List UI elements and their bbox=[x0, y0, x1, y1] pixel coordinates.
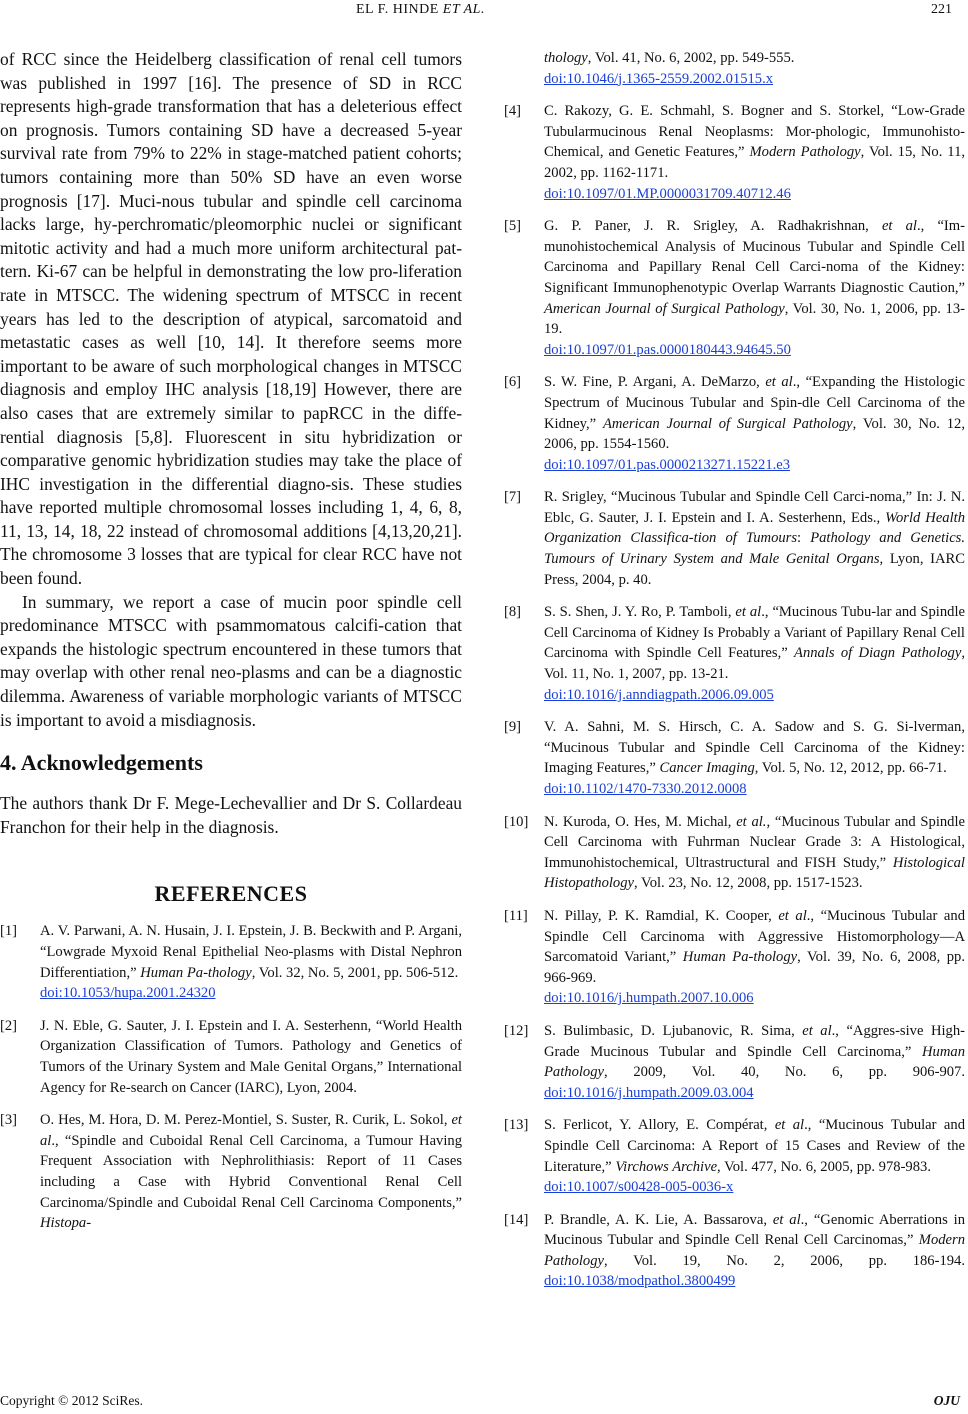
references-heading: REFERENCES bbox=[154, 881, 308, 907]
reference-item: [14] P. Brandle, A. K. Lie, A. Bassarova, et al., “Genomic Aberrations in Mucinous Tubular and Spindle Cell Renal Cell Carcinomas,” Modern Pathology, Vol. 19, No. 2, 2006, pp. 186-194. doi:10.1038/modpathol.3800499 bbox=[504, 1211, 965, 1290]
reference-item-continued: thology, Vol. 41, No. 6, 2002, pp. 549-555. doi:10.1046/j.1365-2559.2002.01515.x bbox=[544, 50, 795, 87]
reference-item: [2] J. N. Eble, G. Sauter, J. I. Epstein and I. A. Sesterhenn, “World Health Organization Classification of Tumors. Pathology and Genetics of Tumors of the Urinary System and Male Genital Organs,” International Agency for Re-search on Cancer (IARC), Lyon, 2004. bbox=[0, 1017, 462, 1096]
page-number: 221 bbox=[931, 2, 952, 17]
acknowledgements-heading: 4. Acknowledgements bbox=[0, 750, 203, 776]
acknowledgements-text: The authors thank Dr F. Mege-Lechevallier and Dr S. Collardeau Franchon for their help in the diagnosis. bbox=[0, 793, 462, 837]
doi-link[interactable]: doi:10.1016/j.humpath.2009.03.004 bbox=[544, 1084, 754, 1101]
doi-link[interactable]: doi:10.1007/s00428-005-0036-x bbox=[544, 1179, 734, 1196]
reference-item: [3] O. Hes, M. Hora, D. M. Perez-Montiel, S. Suster, R. Curik, L. Sokol, et al., “Spindle and Cuboidal Renal Cell Carcinoma, a Tumour Having Frequent Association with Nephrolithiasis: Report of 11 Cases including a Case with Hybrid Conventional Renal Cell Carcinoma/Spindle and Cuboidal Renal Cell Carcinoma Components,” Histopa- bbox=[0, 1112, 462, 1232]
doi-link[interactable]: doi:10.1097/01.pas.0000180443.94645.50 bbox=[544, 341, 791, 358]
reference-item: [12] S. Bulimbasic, D. Ljubanovic, R. Sima, et al., “Aggres-sive High-Grade Mucinous Tubular and Spindle Cell Carcinoma,” Human Pathology, 2009, Vol. 40, No. 6, pp. 906-907. doi:10.1016/j.humpath.2009.03.004 bbox=[504, 1022, 965, 1101]
doi-link[interactable]: doi:10.1016/j.anndiagpath.2006.09.005 bbox=[544, 686, 774, 703]
reference-item: [9] V. A. Sahni, M. S. Hirsch, C. A. Sadow and S. G. Si-lverman, “Mucinous Tubular and Spindle Cell Carcinoma of the Kidney: Imaging Features,” Cancer Imaging, Vol. 5, No. 12, 2012, pp. 66-71. doi:10.1102/1470-7330.2012.0008 bbox=[504, 719, 965, 797]
reference-item: [11] N. Pillay, P. K. Ramdial, K. Cooper, et al., “Mucinous Tubular and Spindle Cell Carcinoma with Aggressive Histomorphology—A Sarcomatoid Variant,” Human Pa-thology, Vol. 39, No. 6, 2008, pp. 966-969. doi:10.1016/j.humpath.2007.10.006 bbox=[504, 907, 965, 1007]
copyright-notice: Copyright © 2012 SciRes. bbox=[0, 1393, 144, 1408]
summary-paragraph: In summary, we report a case of mucin poor spindle cell predominance MTSCC with psammomatous calcifi-cation that expands the histologic spectrum encountered in these tumors that may overlap with other renal neo-plasms and can be a diagnostic dilemma. Awareness of variable morphologic variants of MTSCC is important to avoid a misdiagnosis. bbox=[0, 591, 462, 730]
running-header bbox=[0, 2, 968, 24]
reference-item: [7] R. Srigley, “Mucinous Tubular and Spindle Cell Carci-noma,” In: J. N. Eblc, G. Sauter, J. I. Epstein and I. A. Sesterhenn, Eds., World Health Organization Classifica-tion of Tumours: Pathology and Genetics. Tumours of Urinary System and Male Genital Organs, Lyon, IARC Press, 2004, p. 40. bbox=[504, 489, 966, 588]
doi-link[interactable]: doi:10.1102/1470-7330.2012.0008 bbox=[544, 781, 747, 797]
reference-item: [10] N. Kuroda, O. Hes, M. Michal, et al., “Mucinous Tubular and Spindle Cell Carcinoma with Fuhrman Nuclear Grade 3: A Histological, Immunohistochemical, Ultrastructural and FISH Study,” Histological Histopathology, Vol. 23, No. 12, 2008, pp. 1517-1523. bbox=[504, 813, 966, 892]
reference-item: [8] S. S. Shen, J. Y. Ro, P. Tamboli, et al., “Mucinous Tubu-lar and Spindle Cell Carcinoma of Kidney Is Probably a Variant of Papillary Renal Cell Carcinoma with Spindle Cell Features,” Annals of Diagn Pathology, Vol. 11, No. 1, 2007, pp. 13-21. doi:10.1016/j.anndiagpath.2006.09.005 bbox=[504, 604, 965, 703]
reference-item: [13] S. Ferlicot, Y. Allory, E. Compérat, et al., “Mucinous Tubular and Spindle Cell Carcinoma: A Report of 15 Cases and Review of the Literature,” Virchows Archive, Vol. 477, No. 6, 2005, pp. 978-983. doi:10.1007/s00428-005-0036-x bbox=[504, 1117, 965, 1196]
doi-link[interactable]: doi:10.1053/hupa.2001.24320 bbox=[40, 985, 216, 1002]
doi-link[interactable]: doi:10.1097/01.pas.0000213271.15221.e3 bbox=[544, 456, 791, 473]
doi-link[interactable]: doi:10.1016/j.humpath.2007.10.006 bbox=[544, 990, 754, 1007]
journal-abbrev: OJU bbox=[933, 1393, 960, 1408]
doi-link[interactable]: doi:10.1046/j.1365-2559.2002.01515.x bbox=[544, 70, 774, 87]
doi-link[interactable]: doi:10.1038/modpathol.3800499 bbox=[544, 1273, 736, 1290]
doi-link[interactable]: doi:10.1097/01.MP.0000031709.40712.46 bbox=[544, 185, 791, 202]
running-head: EL F. HINDE ET AL. bbox=[356, 2, 485, 17]
right-column bbox=[504, 48, 965, 1304]
body-paragraph: of RCC since the Heidelberg classification of renal cell tumors was published in 1997 [16]. The presence of SD in RCC represents high-grade transformation that has a deleterious effect on prognosis. Tumors containing SD have a decreased 5-year survival rate from 79% to 22% in stage-matched patient cohorts; tumors containing more than 50% SD have an even worse prognosis [17]. Muci-nous tubular and spindle cell carcinoma lacks large, hy-perchromatic/pleomorphic nuclei or significant mitotic activity and had a much more uniform architectural pat-tern. Ki-67 can be helpful in demonstrating the low pro-liferation rate in MTSCC. The widening spectrum of MTSCC in recent years has led to the description of atypical, sarcomatoid and metastatic cases as well [10, 14]. It therefore seems more important to be aware of such morphological changes in MTSCC diagnosis and employ IHC analysis [18,19] However, there are also cases that are extremely similar to papRCC in the diffe-rential diagnosis [5,8]. Fluorescent in situ hybridization or comparative genomic hybridization studies may take the place of IHC investigation in the differential diagno-sis. These studies have reported multiple chromosomal losses including 1, 4, 6, 8, 11, 13, 14, 18, 22 instead of chromosomal additions [4,13,20,21]. The chromosome 3 losses that are typical for clear RCC have not been found. bbox=[0, 49, 462, 589]
reference-item: [5] G. P. Paner, J. R. Srigley, A. Radhakrishnan, et al., “Im-munohistochemical Analysis of Mucinous Tubular and Spindle Cell Carcinoma and Papillary Renal Cell Carci-noma of the Kidney: Significant Immunophenotypic Overlap Warrants Diagnostic Caution,” American Journal of Surgical Pathology, Vol. 30, No. 1, 2006, pp. 13-19. doi:10.1097/01.pas.0000180443.94645.50 bbox=[504, 218, 965, 358]
reference-item: [6] S. W. Fine, P. Argani, A. DeMarzo, et al., “Expanding the Histologic Spectrum of Mucinous Tubular and Spin-dle Cell Carcinoma of the Kidney,” American Journal of Surgical Pathology, Vol. 30, No. 12, 2006, pp. 1554-1560. doi:10.1097/01.pas.0000213271.15221.e3 bbox=[504, 374, 965, 473]
left-column bbox=[0, 48, 462, 1246]
reference-item: [1] A. V. Parwani, A. N. Husain, J. I. Epstein, J. B. Beckwith and P. Argani, “Lowgrade Myxoid Renal Epithelial Neo-plasms with Distal Nephron Differentiation,” Human Pa-thology, Vol. 32, No. 5, 2001, pp. 506-512. doi:10.1053/hupa.2001.24320 bbox=[0, 923, 462, 1002]
reference-item: [4] C. Rakozy, G. E. Schmahl, S. Bogner and S. Storkel, “Low-Grade Tubularmucinous Renal Neoplasms: Mor-phologic, Immunohisto-Chemical, and Genetic Features,” Modern Pathology, Vol. 15, No. 11, 2002, pp. 1162-1171. doi:10.1097/01.MP.0000031709.40712.46 bbox=[504, 103, 966, 202]
